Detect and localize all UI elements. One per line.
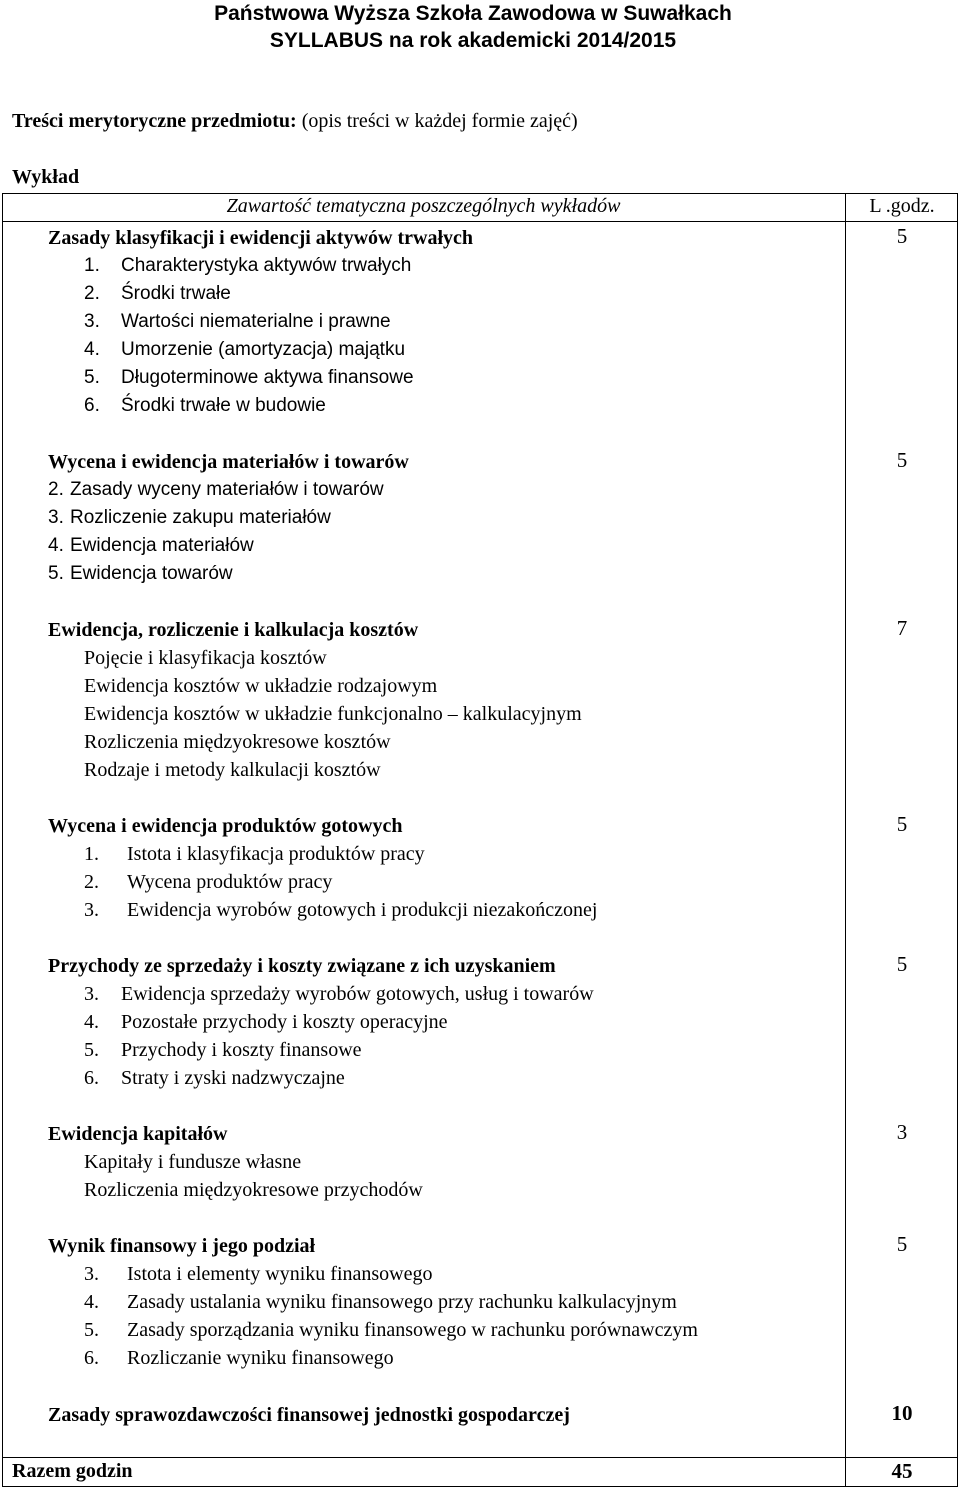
list-item: 2. Środki trwałe: [84, 283, 231, 304]
lecture-label: Wykład: [12, 166, 80, 188]
syllabus-year: SYLLABUS na rok akademicki 2014/2015: [269, 29, 677, 52]
list-item: 4. Umorzenie (amortyzacja) majątku: [84, 339, 406, 360]
section-hours: 10: [891, 1401, 913, 1425]
institution-name: Państwowa Wyższa Szkoła Zawodowa w Suwałkach: [214, 2, 732, 25]
list-item: Kapitały i fundusze własne: [84, 1151, 302, 1173]
section-title: Wycena i ewidencja materiałów i towarów: [48, 451, 409, 473]
total-label: Razem godzin: [12, 1460, 133, 1482]
section-title: Zasady klasyfikacji i ewidencji aktywów trwałych: [48, 227, 473, 249]
section-hours: 3: [896, 1120, 908, 1144]
section-title: Wynik finansowy i jego podział: [48, 1235, 316, 1257]
list-item: 3. Rozliczenie zakupu materiałów: [48, 507, 331, 528]
list-item: 5. Ewidencja towarów: [48, 563, 233, 584]
list-item: Rozliczenia międzyokresowe przychodów: [84, 1179, 423, 1201]
list-item: 3. Istota i elementy wyniku finansowego: [84, 1263, 433, 1285]
list-item: 6. Straty i zyski nadzwyczajne: [84, 1067, 345, 1089]
list-item: 4. Ewidencja materiałów: [48, 535, 254, 556]
list-item: 4. Zasady ustalania wyniku finansowego przy rachunku kalkulacyjnym: [84, 1291, 677, 1313]
list-item: Rozliczenia międzyokresowe kosztów: [84, 731, 391, 753]
list-item: 3. Ewidencja sprzedaży wyrobów gotowych, usług i towarów: [84, 983, 594, 1005]
list-item: 5. Przychody i koszty finansowe: [84, 1039, 362, 1061]
list-item: 6. Środki trwałe w budowie: [84, 395, 326, 416]
list-item: 3. Ewidencja wyrobów gotowych i produkcji niezakończonej: [84, 899, 598, 921]
section-hours: 5: [896, 952, 908, 976]
list-item: 4. Pozostałe przychody i koszty operacyjne: [84, 1011, 448, 1033]
section-hours: 5: [896, 448, 908, 472]
list-item: Rodzaje i metody kalkulacji kosztów: [84, 759, 381, 781]
list-item: 1. Istota i klasyfikacja produktów pracy: [84, 843, 425, 865]
section-hours: 5: [896, 224, 908, 248]
content-column-header: Zawartość tematyczna poszczególnych wykładów: [226, 195, 621, 217]
hours-column-header: L .godz.: [869, 195, 935, 217]
list-item: Ewidencja kosztów w układzie rodzajowym: [84, 675, 438, 697]
section-hours: 5: [896, 812, 908, 836]
section-hours: 5: [896, 1232, 908, 1256]
section-title: Ewidencja, rozliczenie i kalkulacja kosztów: [48, 619, 419, 641]
section-hours: 7: [896, 616, 908, 640]
list-item: 2. Wycena produktów pracy: [84, 871, 333, 893]
section-title: Ewidencja kapitałów: [48, 1123, 228, 1145]
intro-rest: (opis treści w każdej formie zajęć): [296, 110, 578, 132]
total-divider: [2, 1457, 958, 1458]
header-divider: [2, 221, 958, 222]
column-divider: [845, 193, 846, 1486]
total-hours: 45: [891, 1459, 913, 1483]
list-item: Pojęcie i klasyfikacja kosztów: [84, 647, 327, 669]
section-title: Zasady sprawozdawczości finansowej jednostki gospodarczej: [48, 1404, 570, 1426]
intro-bold: Treści merytoryczne przedmiotu:: [12, 110, 297, 132]
list-item: 2. Zasady wyceny materiałów i towarów: [48, 479, 384, 500]
list-item: 1. Charakterystyka aktywów trwałych: [84, 255, 412, 276]
section-title: Wycena i ewidencja produktów gotowych: [48, 815, 403, 837]
list-item: 5. Długoterminowe aktywa finansowe: [84, 367, 414, 388]
section-title: Przychody ze sprzedaży i koszty związane z ich uzyskaniem: [48, 955, 556, 977]
list-item: 3. Wartości niematerialne i prawne: [84, 311, 391, 332]
list-item: 6. Rozliczanie wyniku finansowego: [84, 1347, 394, 1369]
list-item: 5. Zasady sporządzania wyniku finansowego w rachunku porównawczym: [84, 1319, 698, 1341]
intro-line: [12, 110, 578, 133]
list-item: Ewidencja kosztów w układzie funkcjonalno – kalkulacyjnym: [84, 703, 582, 725]
